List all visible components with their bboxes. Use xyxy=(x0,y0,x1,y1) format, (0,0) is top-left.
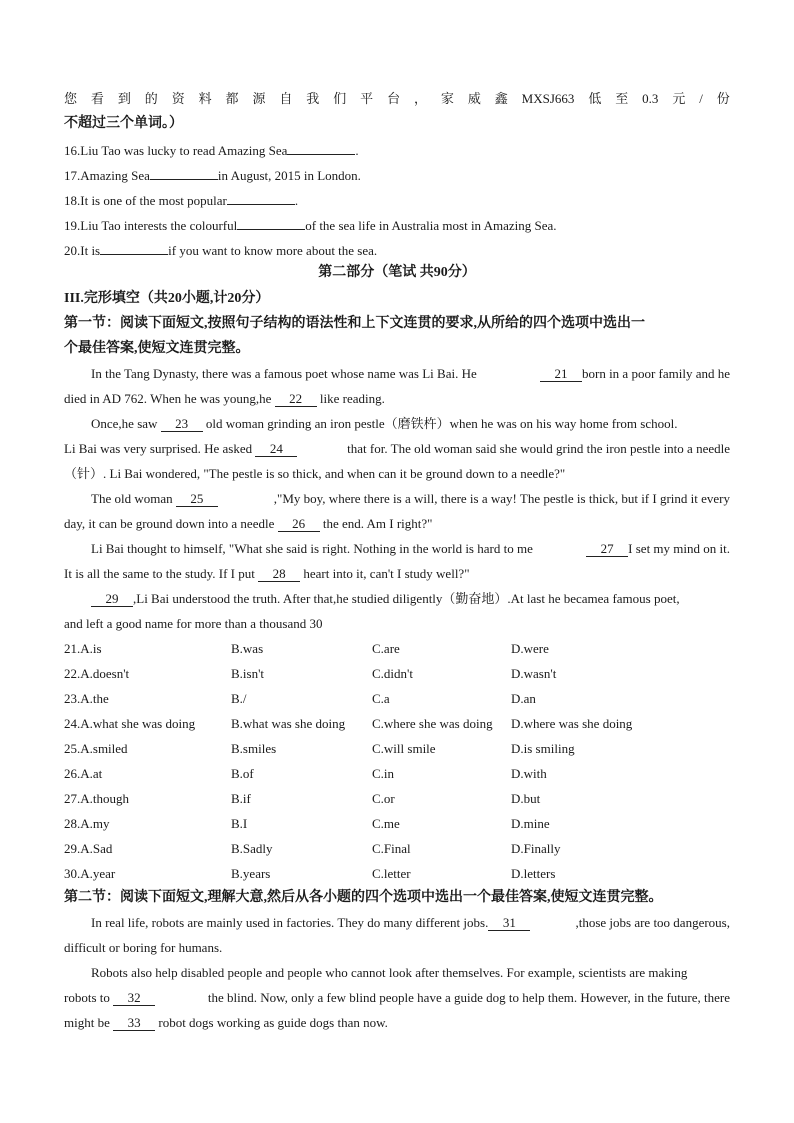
section1-instruction: 第一节：阅读下面短文,按照句子结构的语法性和上下文连贯的要求,从所给的四个选项中选出一 xyxy=(64,316,645,331)
passage-text: old woman grinding an iron pestle（磨铁杵）when he was on his way home from school. xyxy=(205,416,678,431)
header-token: 您 xyxy=(64,91,78,106)
section1-instruction-cont: 个最佳答案,使短文连贯完整。 xyxy=(64,341,250,356)
option-choice[interactable]: C.are xyxy=(372,641,400,656)
option-choice[interactable]: 27.A.though xyxy=(64,791,129,806)
question-text-after: . xyxy=(355,143,359,158)
blank-31[interactable]: 31 xyxy=(488,916,530,931)
blank-28[interactable]: 28 xyxy=(258,567,300,582)
option-choice[interactable]: B.was xyxy=(231,641,264,656)
passage1-line: （针）. Li Bai wondered, "The pestle is so thick, and when can it be ground down to a needle?" xyxy=(64,466,566,481)
question-number: 19. xyxy=(64,218,81,233)
passage2-line: difficult or boring for humans. xyxy=(64,940,223,955)
question-text: It is one of the most popular xyxy=(80,193,227,208)
passage-text: ,"My boy, where there is a will, there is a way! The pestle is thick, but if I grind it every xyxy=(273,491,730,506)
header-token: 平 xyxy=(360,91,374,106)
blank-21[interactable]: 21 xyxy=(540,367,582,382)
option-choice[interactable]: D.an xyxy=(511,691,536,706)
option-choice[interactable]: D.Finally xyxy=(511,841,561,856)
passage-text: robot dogs working as guide dogs than now. xyxy=(158,1015,388,1030)
option-choice[interactable]: C.didn't xyxy=(372,666,413,681)
header-token: 家 xyxy=(440,91,454,106)
passage1-line xyxy=(64,440,730,458)
question-17 xyxy=(64,165,730,185)
question-text-after: if you want to know more about the sea. xyxy=(168,243,378,258)
blank-23[interactable]: 23 xyxy=(161,417,203,432)
question-text-after: of the sea life in Australia most in Amazing Sea. xyxy=(305,218,557,233)
part-title: 第二部分（笔试 共90分） xyxy=(318,265,476,280)
passage-text: the blind. Now, only a few blind people have a guide dog to help them. However, in the future, there xyxy=(207,990,730,1005)
header-token: 0.3 xyxy=(642,91,659,106)
blank-29[interactable]: 29 xyxy=(91,592,133,607)
option-choice[interactable]: 29.A.Sad xyxy=(64,841,113,856)
option-choice[interactable]: 22.A.doesn't xyxy=(64,666,130,681)
passage-text: heart into it, can't I study well?" xyxy=(303,566,470,581)
passage-text: born in a poor family and he xyxy=(581,366,730,381)
header-token: ， xyxy=(413,91,427,106)
option-choice[interactable]: D.with xyxy=(511,766,547,781)
option-choice[interactable]: B.years xyxy=(231,866,271,881)
header-token: 我 xyxy=(306,91,320,106)
passage1-line xyxy=(91,490,730,508)
question-19 xyxy=(64,215,730,235)
header-token: 威 xyxy=(467,91,481,106)
blank-24[interactable]: 24 xyxy=(255,442,297,457)
header-token: MXSJ663 xyxy=(521,91,575,106)
question-number: 17. xyxy=(64,168,81,183)
question-number: 16. xyxy=(64,143,81,158)
question-20 xyxy=(64,240,730,260)
option-choice[interactable]: 30.A.year xyxy=(64,866,116,881)
header-token: 资 xyxy=(171,91,185,106)
passage1-line xyxy=(91,415,730,433)
header-token: 的 xyxy=(144,91,158,106)
header-token: 看 xyxy=(90,91,104,106)
question-18 xyxy=(64,190,730,210)
passage-text: The old woman xyxy=(91,491,173,506)
header-token: 台 xyxy=(387,91,401,106)
question-16 xyxy=(64,140,730,160)
question-text: It is xyxy=(80,243,101,258)
passage-text: ,Li Bai understood the truth. After that,he studied diligently（勤奋地）.At last he becamea famous poet, xyxy=(133,591,680,606)
question-text: Amazing Sea xyxy=(80,168,150,183)
passage-text: Li Bai thought to himself, "What she said is right. Nothing in the world is hard to me xyxy=(91,541,533,556)
blank-22[interactable]: 22 xyxy=(275,392,317,407)
header-token: 鑫 xyxy=(494,91,508,106)
passage-text: that for. The old woman said she would grind the iron pestle into a needle xyxy=(347,441,730,456)
question-text: Liu Tao was lucky to read Amazing Sea xyxy=(80,143,288,158)
option-choice[interactable]: C.where she was doing xyxy=(372,716,493,731)
question-number: 20. xyxy=(64,243,81,258)
blank-32[interactable]: 32 xyxy=(113,991,155,1006)
blank-33[interactable]: 33 xyxy=(113,1016,155,1031)
passage-text: It is all the same to the study. If I put xyxy=(64,566,255,581)
option-choice[interactable]: C.Final xyxy=(372,841,411,856)
option-choice[interactable]: D.where was she doing xyxy=(511,716,633,731)
option-choice[interactable]: B.if xyxy=(231,791,251,806)
passage-text: Li Bai was very surprised. He asked xyxy=(64,441,253,456)
passage-text: day, it can be ground down into a needle xyxy=(64,516,275,531)
passage-text: died in AD 762. When he was young,he xyxy=(64,391,272,406)
option-choice[interactable]: B./ xyxy=(231,691,247,706)
answer-blank[interactable] xyxy=(287,140,355,155)
option-choice[interactable]: 28.A.my xyxy=(64,816,110,831)
option-choice[interactable]: B.isn't xyxy=(231,666,265,681)
option-choice[interactable]: B.smiles xyxy=(231,741,277,756)
passage1-line: and left a good name for more than a thousand 30 xyxy=(64,616,323,631)
passage1-line xyxy=(91,590,730,608)
option-choice[interactable]: B.what was she doing xyxy=(231,716,346,731)
option-choice[interactable]: B.Sadly xyxy=(231,841,273,856)
passage1-line xyxy=(91,540,730,558)
option-choice[interactable]: C.in xyxy=(372,766,395,781)
passage1-line xyxy=(64,390,730,408)
passage-text: might be xyxy=(64,1015,110,1030)
question-number: 18. xyxy=(64,193,81,208)
option-choice[interactable]: 23.A.the xyxy=(64,691,109,706)
option-choice[interactable]: D.but xyxy=(511,791,541,806)
option-choice[interactable]: D.were xyxy=(511,641,549,656)
answer-blank[interactable] xyxy=(237,215,305,230)
passage-text: In the Tang Dynasty, there was a famous poet whose name was Li Bai. He xyxy=(91,366,477,381)
header-token: 自 xyxy=(279,91,293,106)
option-choice[interactable]: C.a xyxy=(372,691,390,706)
option-choice[interactable]: C.letter xyxy=(372,866,411,881)
option-choice[interactable]: 26.A.at xyxy=(64,766,103,781)
option-choice[interactable]: C.me xyxy=(372,816,400,831)
header-token: 到 xyxy=(117,91,131,106)
passage-text: ,those jobs are too dangerous, xyxy=(575,915,730,930)
header-token: 料 xyxy=(198,91,212,106)
header-token: / xyxy=(699,91,703,106)
header-token: 元 xyxy=(672,91,686,106)
blank-25[interactable]: 25 xyxy=(176,492,218,507)
header-token: 份 xyxy=(716,91,730,106)
passage2-line: Robots also help disabled people and people who cannot look after themselves. For example, scientists are making xyxy=(91,965,688,980)
passage-text: In real life, robots are mainly used in factories. They do many different jobs. xyxy=(91,915,489,930)
option-choice[interactable]: C.will smile xyxy=(372,741,436,756)
passage2-line xyxy=(64,1014,730,1032)
header-line xyxy=(64,90,730,108)
header-token: 低 xyxy=(588,91,602,106)
passage2-line xyxy=(64,989,730,1007)
passage1-line xyxy=(64,515,730,533)
answer-blank[interactable] xyxy=(150,165,218,180)
answer-blank[interactable] xyxy=(227,190,295,205)
option-choice[interactable]: B.of xyxy=(231,766,254,781)
answer-blank[interactable] xyxy=(100,240,168,255)
question-text-after: in August, 2015 in London. xyxy=(217,168,361,183)
question-text-after: . xyxy=(294,193,299,208)
header-token: 至 xyxy=(615,91,629,106)
header-token: 源 xyxy=(252,91,266,106)
blank-26[interactable]: 26 xyxy=(278,517,320,532)
blank-27[interactable]: 27 xyxy=(586,542,628,557)
passage-text: Once,he saw xyxy=(91,416,158,431)
section2-instruction: 第二节：阅读下面短文,理解大意,然后从各小题的四个选项中选出一个最佳答案,使短文连贯完整。 xyxy=(64,890,663,905)
header-token: 都 xyxy=(225,91,239,106)
option-choice[interactable]: D.letters xyxy=(511,866,556,881)
header-token: 们 xyxy=(333,91,347,106)
instruction-tail: 不超过三个单词。） xyxy=(64,116,183,131)
question-text: Liu Tao interests the colourful xyxy=(80,218,238,233)
option-choice[interactable]: 21.A.is xyxy=(64,641,102,656)
passage2-line xyxy=(91,914,730,932)
passage1-line xyxy=(91,365,730,383)
passage-text: the end. Am I right?" xyxy=(322,516,433,531)
passage-text: robots to xyxy=(64,990,110,1005)
option-choice[interactable]: C.or xyxy=(372,791,395,806)
passage1-line xyxy=(64,565,730,583)
option-choice[interactable]: D.wasn't xyxy=(511,666,557,681)
section-title: III.完形填空（共20小题,计20分） xyxy=(64,291,270,306)
option-choice[interactable]: D.is smiling xyxy=(511,741,575,756)
passage-text: like reading. xyxy=(319,391,385,406)
option-choice[interactable]: D.mine xyxy=(511,816,550,831)
passage-text: I set my mind on it. xyxy=(628,541,730,556)
option-choice[interactable]: 24.A.what she was doing xyxy=(64,716,196,731)
option-choice[interactable]: B.I xyxy=(231,816,248,831)
option-choice[interactable]: 25.A.smiled xyxy=(64,741,128,756)
